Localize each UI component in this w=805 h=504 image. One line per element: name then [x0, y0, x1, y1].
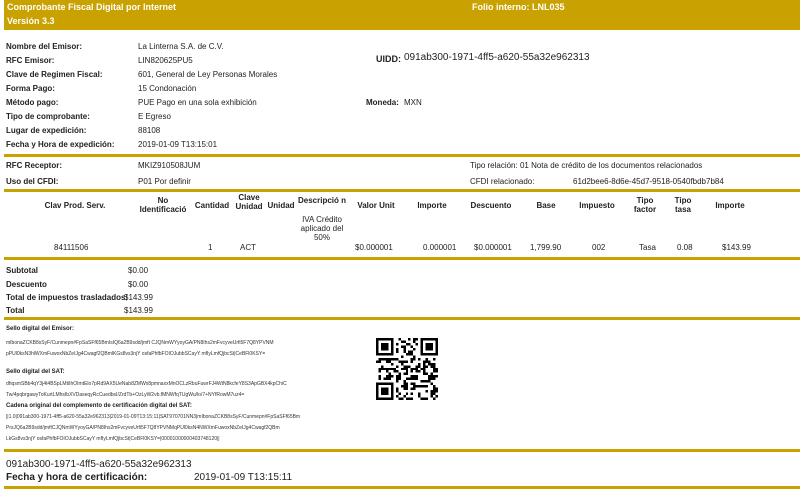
total-value: $143.99	[124, 306, 153, 315]
emisor-name: La Linterna S.A. de C.V.	[138, 42, 224, 51]
th-base: Base	[536, 201, 556, 210]
regimen-value: 601, General de Ley Personas Morales	[138, 70, 278, 79]
th-descuento: Descuento	[470, 201, 512, 210]
divider-4	[4, 317, 800, 320]
rfc-receptor: MKIZ910508JUM	[138, 161, 201, 170]
cell-impuesto: 002	[592, 243, 606, 252]
th-valor-unit: Valor Unit	[357, 201, 395, 210]
th-descripcion: Descripció n	[298, 196, 347, 205]
impuestos-value: $143.99	[124, 293, 153, 302]
rfc-emisor-label: RFC Emisor:	[6, 56, 55, 65]
cell-descripcion: IVA Crédito aplicado del 50%	[300, 215, 344, 242]
tipo-relacion: Tipo relación: 01 Nota de crédito de los documentos relacionados	[470, 161, 703, 170]
forma-pago-label: Forma Pago:	[6, 84, 55, 93]
cell-clave: 84111506	[54, 243, 89, 252]
rfc-emisor: LIN820625PU5	[138, 56, 193, 65]
cadena-line2: PrsJQ6a2B9sdd/jmftCJQNmWYyoyGA/PN8Ihs2mFvcyveUrfi5F7Q8YPVNMqPUl0ksN4NWXmFuwoxNbZeIJg4Cwagf2QBm	[6, 425, 280, 431]
divider-5	[4, 449, 800, 452]
cell-importe: 0.000001	[423, 243, 457, 252]
fecha-expedicion: 2019-01-09 T13:15:01	[138, 140, 218, 149]
document-title: Comprobante Fiscal Digital por Internet	[7, 2, 177, 12]
cell-tipo-factor: Tasa	[639, 243, 656, 252]
cell-cantidad: 1	[208, 243, 213, 252]
moneda-value: MXN	[404, 98, 422, 107]
uuid-label: UIDD:	[376, 54, 401, 64]
regimen-label: Clave de Regimen Fiscal:	[6, 70, 103, 79]
tipo-comprobante: E Egreso	[138, 112, 171, 121]
forma-pago: 15 Condonación	[138, 84, 197, 93]
divider-6	[4, 486, 800, 489]
th-clave-prod: Clav Prod. Serv.	[44, 201, 106, 210]
th-impuesto: Impuesto	[579, 201, 615, 210]
cadena-line1: ||1.0|091ab300-1971-4ff5-a620-55a32e962313|2019-01-09T13:15:11|SAT970701NN3|mIbonaZCKB8sSyF/Cunmepn#FpSaSFf65Bm	[6, 414, 301, 420]
th-tipo-factor: Tipo factor	[633, 196, 657, 214]
cell-tipo-tasa: 0.08	[677, 243, 693, 252]
total-label: Total	[6, 306, 25, 315]
qr-code-icon	[376, 338, 438, 400]
cadena-line3: LkGs8vs3njY osfaPhfbFOIOJubbSCayY mfIyLmfQjbcSt|CeBFl0KSY=|00001000000403748120||	[6, 436, 220, 442]
divider-3	[4, 257, 800, 260]
fecha-expedicion-label: Fecha y Hora de expedición:	[6, 140, 115, 149]
metodo-pago: PUE Pago en una sola exhibición	[138, 98, 257, 107]
th-importe-impuesto: Importe	[715, 201, 745, 210]
divider-2	[4, 189, 800, 192]
emisor-name-label: Nombre del Emisor:	[6, 42, 83, 51]
th-no-identificacion: No Identificació	[139, 196, 187, 214]
footer-uuid: 091ab300-1971-4ff5-a620-55a32e962313	[6, 459, 192, 470]
descuento-label: Descuento	[6, 280, 47, 289]
header-band	[4, 0, 800, 30]
rfc-receptor-label: RFC Receptor:	[6, 161, 63, 170]
folio-interno: Folio interno: LNL035	[472, 2, 565, 12]
cadena-original-label: Cadena original del complemento de certificación digital del SAT:	[6, 403, 192, 409]
cell-importe-impuesto: $143.99	[722, 243, 751, 252]
lugar-expedicion: 88108	[138, 126, 161, 135]
metodo-pago-label: Método pago:	[6, 98, 59, 107]
uso-cfdi-label: Uso del CFDI:	[6, 177, 59, 186]
uuid-value: 091ab300-1971-4ff5-a620-55a32e962313	[404, 52, 590, 63]
cell-base: 1,799.90	[530, 243, 562, 252]
cell-valor-unit: $0.000001	[355, 243, 393, 252]
divider-1	[4, 154, 800, 157]
fecha-certificacion: 2019-01-09 T13:15:11	[194, 472, 293, 483]
moneda-label: Moneda:	[366, 98, 399, 107]
cfdi-relacionado: 61d2bee6-8d6e-45d7-9518-0540fbdb7b84	[573, 177, 724, 186]
sello-sat-line2: Tw/4pqbrgawyToKurtLMhsIbXVDaseqyRcCuedbsI/ZrdTb+OzLyW2vb.fMNWfqTUgWu/lo/7+NYfRowM7uz4=	[6, 392, 245, 398]
sello-emisor-line2: pPUl0ksN3hlWXmFuwoxNbZeIJg4Cwagf2QBmlKGs8vs3njY osfaPhfbFOIOJubbSCayY mfIyLmfQjbcSt|CeBFl0KSY=	[6, 351, 266, 357]
fecha-certificacion-label: Fecha y hora de certificación:	[6, 472, 148, 483]
descuento-value: $0.00	[128, 280, 149, 289]
sello-emisor-line1: mIbonaZCKB8sSyF/Cunmepn#FpSaSFf65BmIsIQ6a2B9sdd/jmft CJQNmWYyoyGA/PN8Ihs2mFvcyveUrfi5F7Q8YPVNM	[6, 340, 274, 346]
th-importe: Importe	[417, 201, 447, 210]
document-version: Versión 3.3	[7, 16, 55, 26]
cfdi-relacionado-label: CFDI relacionado:	[470, 177, 535, 186]
lugar-expedicion-label: Lugar de expedición:	[6, 126, 87, 135]
tipo-comprobante-label: Tipo de comprobante:	[6, 112, 90, 121]
cell-clave-unidad: ACT	[240, 243, 256, 252]
subtotal-label: Subtotal	[6, 266, 38, 275]
impuestos-label: Total de impuestos trasladados:	[6, 293, 129, 302]
th-clave-unidad: Clave Unidad	[235, 193, 263, 211]
th-cantidad: Cantidad	[194, 201, 230, 210]
subtotal-value: $0.00	[128, 266, 149, 275]
th-unidad: Unidad	[267, 201, 295, 210]
sello-emisor-label: Sello digital del Emisor:	[6, 326, 75, 332]
cell-descuento: $0.000001	[474, 243, 512, 252]
sello-sat-label: Sello digital del SAT:	[6, 369, 65, 375]
uso-cfdi: P01 Por definir	[138, 177, 191, 186]
sello-sat-line1: dhqsmSBb4qY3j4t4BSpLMtiIhOImtElo7pRd9AX5UeNab8ZMWx8pmnaxxMnOCLzRbuFuwrFJ4WtN8kcfeY8S3ApGBX4kpChiC	[6, 381, 287, 387]
th-tipo-tasa: Tipo tasa	[674, 196, 692, 214]
